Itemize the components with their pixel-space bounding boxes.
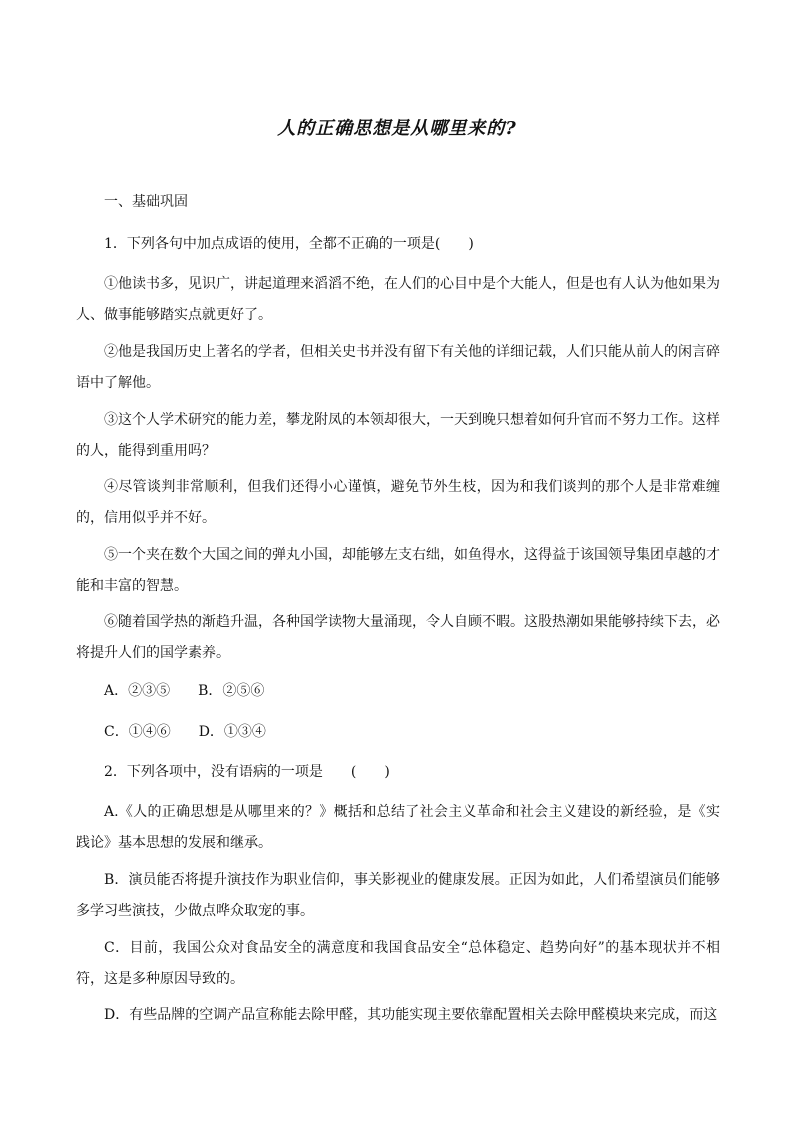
question-1-stem: 1．下列各句中加点成语的使用，全都不正确的一项是( ) — [104, 236, 474, 252]
question-2-option-a: A.《人的正确思想是从哪里来的？》概括和总结了社会主义革命和社会主义建设的新经验，是《实践论》基本思想的发展和继承。 — [76, 804, 720, 851]
question-1-options-ab: A．②③⑤ B．②⑤⑥ — [104, 683, 265, 699]
question-1-item-5: ⑤一个夹在数个大国之间的弹丸小国，却能够左支右绌，如鱼得水，这得益于该国领导集团卓越的才能和丰富的智慧。 — [76, 547, 720, 594]
question-2-option-d: D．有些品牌的空调产品宣称能去除甲醛，其功能实现主要依靠配置相关去除甲醛模块来完成，而这 — [104, 1007, 718, 1023]
question-1-item-3: ③这个人学术研究的能力差，攀龙附凤的本领却很大，一天到晚只想着如何升官而不努力工作。这样的人，能得到重用吗？ — [76, 412, 720, 459]
question-1-item-1: ①他读书多，见识广，讲起道理来滔滔不绝，在人们的心目中是个大能人，但是也有人认为他如果为人、做事能够踏实点就更好了。 — [76, 276, 720, 323]
question-2-option-c: C．目前，我国公众对食品安全的满意度和我国食品安全“总体稳定、趋势向好”的基本现状并不相符，这是多种原因导致的。 — [76, 940, 720, 987]
question-1-item-4: ④尽管谈判非常顺利，但我们还得小心谨慎，避免节外生枝，因为和我们谈判的那个人是非常难缠的，信用似乎并不好。 — [76, 479, 720, 526]
question-2-stem: 2．下列各项中，没有语病的一项是 ( ) — [104, 764, 390, 780]
question-1-item-2: ②他是我国历史上著名的学者，但相关史书并没有留下有关他的详细记载，人们只能从前人的闲言碎语中了解他。 — [76, 344, 720, 391]
question-1-options-cd: C．①④⑥ D．①③④ — [104, 724, 266, 740]
document-title: 人的正确思想是从哪里来的? — [277, 118, 517, 139]
section-heading: 一、基础巩固 — [104, 194, 188, 210]
question-2-option-b: B．演员能否将提升演技作为职业信仰，事关影视业的健康发展。正因为如此，人们希望演员们能够多学习些演技，少做点哗众取宠的事。 — [76, 872, 720, 919]
question-1-item-6: ⑥随着国学热的渐趋升温，各种国学读物大量涌现，令人自顾不暇。这股热潮如果能够持续下去，必将提升人们的国学素养。 — [76, 614, 720, 661]
